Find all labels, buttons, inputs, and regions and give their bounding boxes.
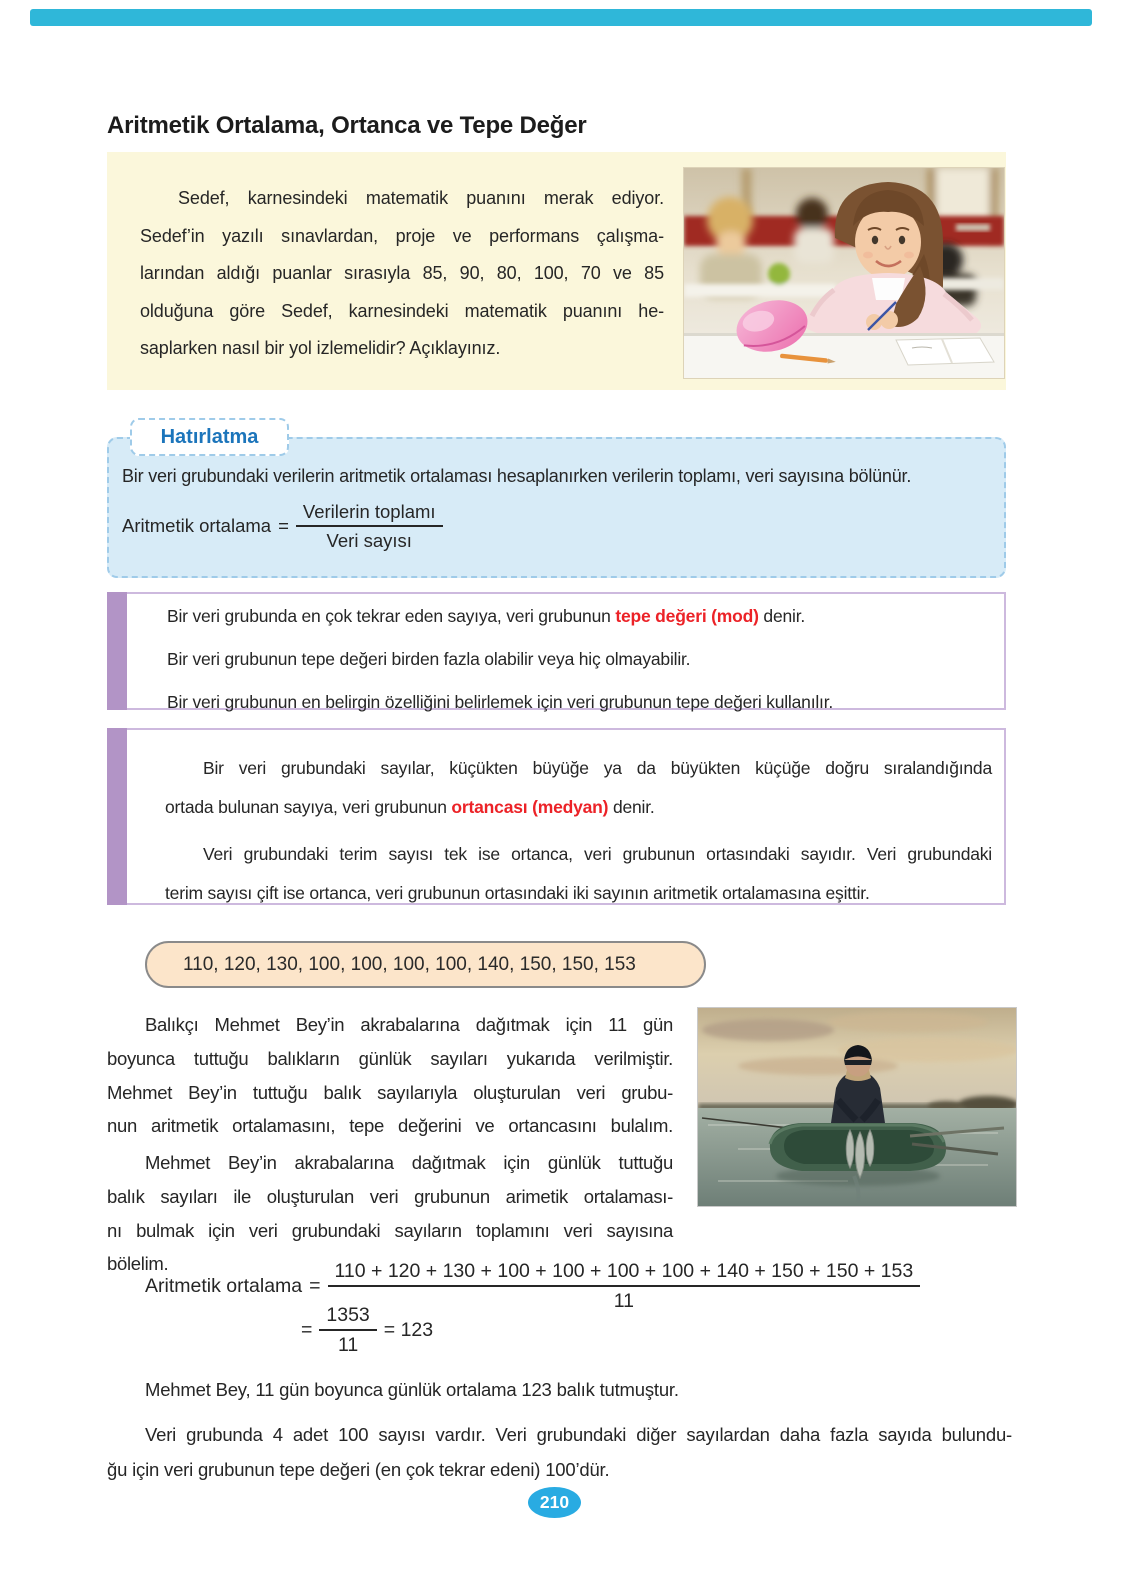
problem-line: boyunca tuttuğu balıkların günlük sayıları yukarıda verilmiştir. [107,1047,673,1069]
intro-line: Sedef, karnesindeki matematik puanını merak ediyor. [178,188,664,208]
median-term: ortancası (medyan) [451,797,609,817]
median-line-4: terim sayısı çift ise ortanca, veri grubunun ortasındaki iki sayının aritmetik ortalamasına eşittir. [165,883,870,903]
mode-term: tepe değeri (mod) [615,606,759,626]
data-values-pill [145,941,706,988]
intro-line: Sedef’in yazılı sınavlardan, proje ve performans çalışma- [140,225,664,246]
fraction-numerator: 110 + 120 + 130 + 100 + 100 + 100 + 100 + 140 + 150 + 150 + 153 [328,1260,921,1287]
fisherman-illustration [698,1008,1016,1206]
conclusion-paragraph [107,1418,1012,1487]
solution-equation-1 [145,1260,920,1313]
mode-line-2: Bir veri grubunun tepe değeri birden fazla olabilir veya hiç olmayabilir. [167,649,691,669]
equals-sign: = [301,1318,313,1341]
mode-line-1-pre: Bir veri grubunda en çok tekrar eden sayıya, veri grubunun [167,606,616,626]
reminder-formula [122,501,443,552]
formula-label: Aritmetik ortalama [122,515,272,537]
median-line-1: Bir veri grubundaki sayılar, küçükten büyüğe ya da büyükten küçüğe doğru sıralandığında [203,758,992,778]
fraction-numerator: 1353 [319,1304,376,1331]
problem-paragraph-1 [107,1008,673,1143]
fraction [319,1304,376,1357]
problem-line: bölelim. [107,1253,169,1275]
mode-line-3: Bir veri grubunun en belirgin özelliğini belirlemek için veri grubunun tepe değeri kullanılır. [167,692,834,712]
purple-accent-bar [107,728,127,905]
problem-line: Mehmet Bey’in akrabalarına dağıtmak için günlük tuttuğu [145,1152,673,1173]
fraction-numerator: Verilerin toplamı [296,501,443,527]
problem-line: Mehmet Bey’in tuttuğu balık sayılarıyla oluşturulan veri grubu- [107,1081,673,1103]
classroom-photo [683,167,1005,379]
reminder-label: Hatırlatma [130,418,289,456]
equals-sign: = [309,1274,321,1297]
formula-label: Aritmetik ortalama [145,1274,303,1297]
equals-sign: = [278,515,289,537]
median-box-content [127,728,1006,905]
fisherman-photo [697,1007,1017,1207]
page-number-badge: 210 [528,1487,581,1518]
median-line-3: Veri grubundaki terim sayısı tek ise ortanca, veri grubunun ortasındaki sayıdır. Veri grubundaki [203,844,992,864]
median-line-2 [165,795,992,819]
fraction [296,501,443,552]
reminder-text: Bir veri grubundaki verilerin aritmetik ortalaması hesaplanırken verilerin toplamı, veri sayısına bölünür. [122,466,912,486]
purple-accent-bar [107,592,127,710]
mode-line-1-post: denir. [758,606,806,626]
conclusion-line: ğu için veri grubunun tepe değeri (en çok tekrar edeni) 100’dür. [107,1458,610,1480]
data-values: 110, 120, 130, 100, 100, 100, 100, 140, 150, 150, 153 [183,953,636,975]
problem-line: nun aritmetik ortalamasını, tepe değerini ve ortancasını bulalım. [107,1115,673,1137]
mode-box-content [127,592,1006,710]
problem-line: nı bulmak için veri grubundaki sayıların toplamını veri sayısına [107,1219,673,1241]
fraction-denominator: 11 [337,1334,359,1357]
fraction-denominator: 11 [613,1290,634,1313]
intro-line: saplarken nasıl bir yol izlemelidir? Açıklayınız. [140,338,501,358]
result-value: = 123 [383,1318,434,1341]
median-line-2-post: denir. [608,797,655,817]
classroom-illustration [684,168,1004,378]
page-header-bar [30,9,1092,26]
median-line-2-pre: ortada bulunan sayıya, veri grubunun [165,797,452,817]
median-definition-box [107,728,1006,905]
conclusion-line: Mehmet Bey, 11 gün boyunca günlük ortalama 123 balık tutmuştur. [145,1379,679,1400]
problem-line: Balıkçı Mehmet Bey’in akrabalarına dağıtmak için 11 gün [145,1014,673,1035]
mode-definition-box [107,592,1006,710]
intro-text [140,180,664,368]
intro-line: olduğuna göre Sedef, karnesindeki matematik puanını he- [140,300,664,321]
conclusion-line: Veri grubunda 4 adet 100 sayısı vardır. Veri grubundaki diğer sayılardan daha fazla sayıda bulundu- [145,1424,1012,1445]
mode-line-1 [167,604,990,628]
intro-line: larından aldığı puanlar sırasıyla 85, 90, 80, 100, 70 ve 85 [140,263,664,283]
problem-line: balık sayıları ile oluşturulan veri grubunun arimetik ortalaması- [107,1185,673,1207]
page-title: Aritmetik Ortalama, Ortanca ve Tepe Değer [107,112,587,139]
solution-equation-2 [301,1304,433,1357]
fraction-denominator: Veri sayısı [326,530,412,552]
